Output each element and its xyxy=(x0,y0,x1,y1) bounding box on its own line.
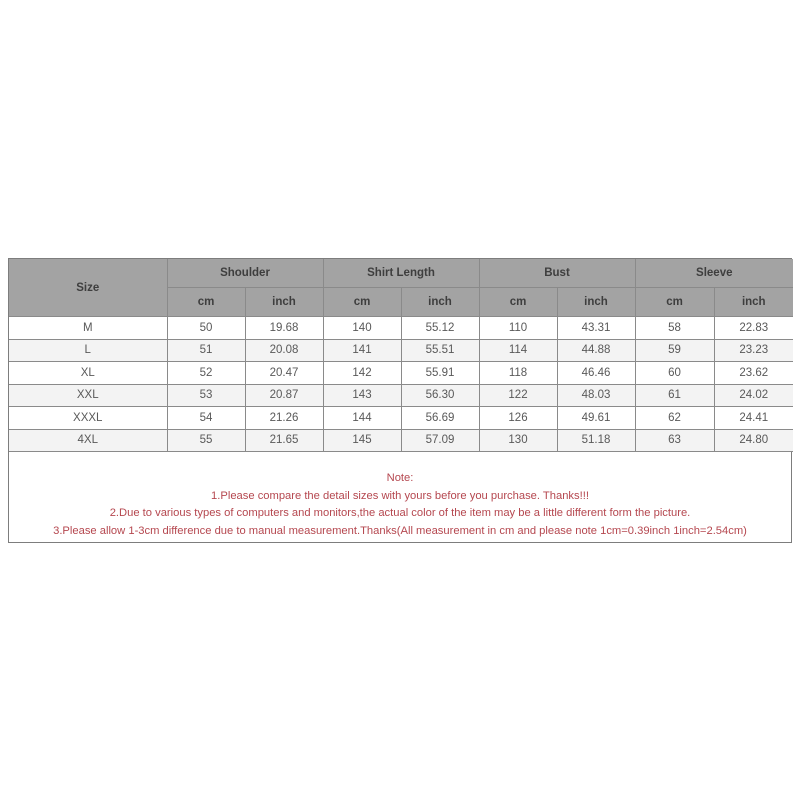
sleeve-group-header: Sleeve xyxy=(635,259,793,288)
size-cell: 4XL xyxy=(9,429,167,452)
bust-cm-cell: 118 xyxy=(479,362,557,385)
shoulder-inch-cell: 21.26 xyxy=(245,407,323,430)
bust-inch-cell: 44.88 xyxy=(557,339,635,362)
table-row xyxy=(9,339,793,362)
shirt-length-cm-cell: 145 xyxy=(323,429,401,452)
sleeve-cm-cell: 58 xyxy=(635,317,714,340)
shoulder-group-header: Shoulder xyxy=(167,259,323,288)
bust-inch-cell: 46.46 xyxy=(557,362,635,385)
note-title: Note: xyxy=(386,472,414,484)
table-row xyxy=(9,429,793,452)
table-row xyxy=(9,384,793,407)
bust-cm-cell: 130 xyxy=(479,429,557,452)
shirt-length-cm-cell: 140 xyxy=(323,317,401,340)
shoulder-cm-cell: 52 xyxy=(167,362,245,385)
shoulder-cm-cell: 51 xyxy=(167,339,245,362)
sleeve-inch-cell: 22.83 xyxy=(714,317,793,340)
shirt-length-inch-cell: 57.09 xyxy=(401,429,479,452)
note-line-2: 2.Due to various types of computers and monitors,the actual color of the item may be a little different form the picture. xyxy=(109,507,691,519)
shirt-length-inch-cell: 55.91 xyxy=(401,362,479,385)
shirt-length-cm-cell: 142 xyxy=(323,362,401,385)
sleeve-inch-cell: 24.41 xyxy=(714,407,793,430)
shoulder-cm-cell: 53 xyxy=(167,384,245,407)
size-cell: XL xyxy=(9,362,167,385)
bust-cm-cell: 122 xyxy=(479,384,557,407)
shoulder-cm-cell: 55 xyxy=(167,429,245,452)
size-cell: L xyxy=(9,339,167,362)
sleeve-inch-cell: 24.80 xyxy=(714,429,793,452)
bust-cm-cell: 114 xyxy=(479,339,557,362)
shirt-length-inch-cell: 56.30 xyxy=(401,384,479,407)
sleeve-inch-cell: 24.02 xyxy=(714,384,793,407)
bust-inch-cell: 51.18 xyxy=(557,429,635,452)
shirt-length-inch-header: inch xyxy=(401,288,479,317)
shoulder-inch-cell: 21.65 xyxy=(245,429,323,452)
size-cell: XXXL xyxy=(9,407,167,430)
size-cell: M xyxy=(9,317,167,340)
size-table xyxy=(9,259,793,452)
shoulder-cm-cell: 54 xyxy=(167,407,245,430)
shirt-length-group-header: Shirt Length xyxy=(323,259,479,288)
sleeve-inch-cell: 23.23 xyxy=(714,339,793,362)
shirt-length-cm-header: cm xyxy=(323,288,401,317)
shoulder-inch-cell: 19.68 xyxy=(245,317,323,340)
shirt-length-cm-cell: 144 xyxy=(323,407,401,430)
sleeve-cm-cell: 61 xyxy=(635,384,714,407)
size-cell: XXL xyxy=(9,384,167,407)
bust-group-header: Bust xyxy=(479,259,635,288)
table-row xyxy=(9,317,793,340)
notes-section xyxy=(9,452,791,542)
note-line-1: 1.Please compare the detail sizes with yours before you purchase. Thanks!!! xyxy=(211,489,589,502)
note-line-3: 3.Please allow 1-3cm difference due to manual measurement.Thanks(All measurement in cm and please note 1cm=0.39inch 1inch=2.54cm) xyxy=(53,524,747,537)
sleeve-cm-cell: 60 xyxy=(635,362,714,385)
sleeve-cm-cell: 62 xyxy=(635,407,714,430)
shoulder-cm-header: cm xyxy=(167,288,245,317)
table-row xyxy=(9,362,793,385)
shoulder-inch-cell: 20.08 xyxy=(245,339,323,362)
bust-cm-cell: 110 xyxy=(479,317,557,340)
sleeve-inch-header: inch xyxy=(714,288,793,317)
bust-cm-header: cm xyxy=(479,288,557,317)
sleeve-cm-cell: 63 xyxy=(635,429,714,452)
shirt-length-cm-cell: 141 xyxy=(323,339,401,362)
shoulder-inch-header: inch xyxy=(245,288,323,317)
bust-inch-cell: 48.03 xyxy=(557,384,635,407)
shoulder-inch-cell: 20.47 xyxy=(245,362,323,385)
bust-inch-cell: 43.31 xyxy=(557,317,635,340)
sleeve-cm-header: cm xyxy=(635,288,714,317)
shirt-length-inch-cell: 55.51 xyxy=(401,339,479,362)
shoulder-cm-cell: 50 xyxy=(167,317,245,340)
sleeve-cm-cell: 59 xyxy=(635,339,714,362)
shirt-length-cm-cell: 143 xyxy=(323,384,401,407)
bust-inch-header: inch xyxy=(557,288,635,317)
shoulder-inch-cell: 20.87 xyxy=(245,384,323,407)
bust-inch-cell: 49.61 xyxy=(557,407,635,430)
size-column-header: Size xyxy=(9,259,167,317)
bust-cm-cell: 126 xyxy=(479,407,557,430)
shirt-length-inch-cell: 55.12 xyxy=(401,317,479,340)
shirt-length-inch-cell: 56.69 xyxy=(401,407,479,430)
sleeve-inch-cell: 23.62 xyxy=(714,362,793,385)
table-row xyxy=(9,407,793,430)
size-chart xyxy=(8,258,792,543)
